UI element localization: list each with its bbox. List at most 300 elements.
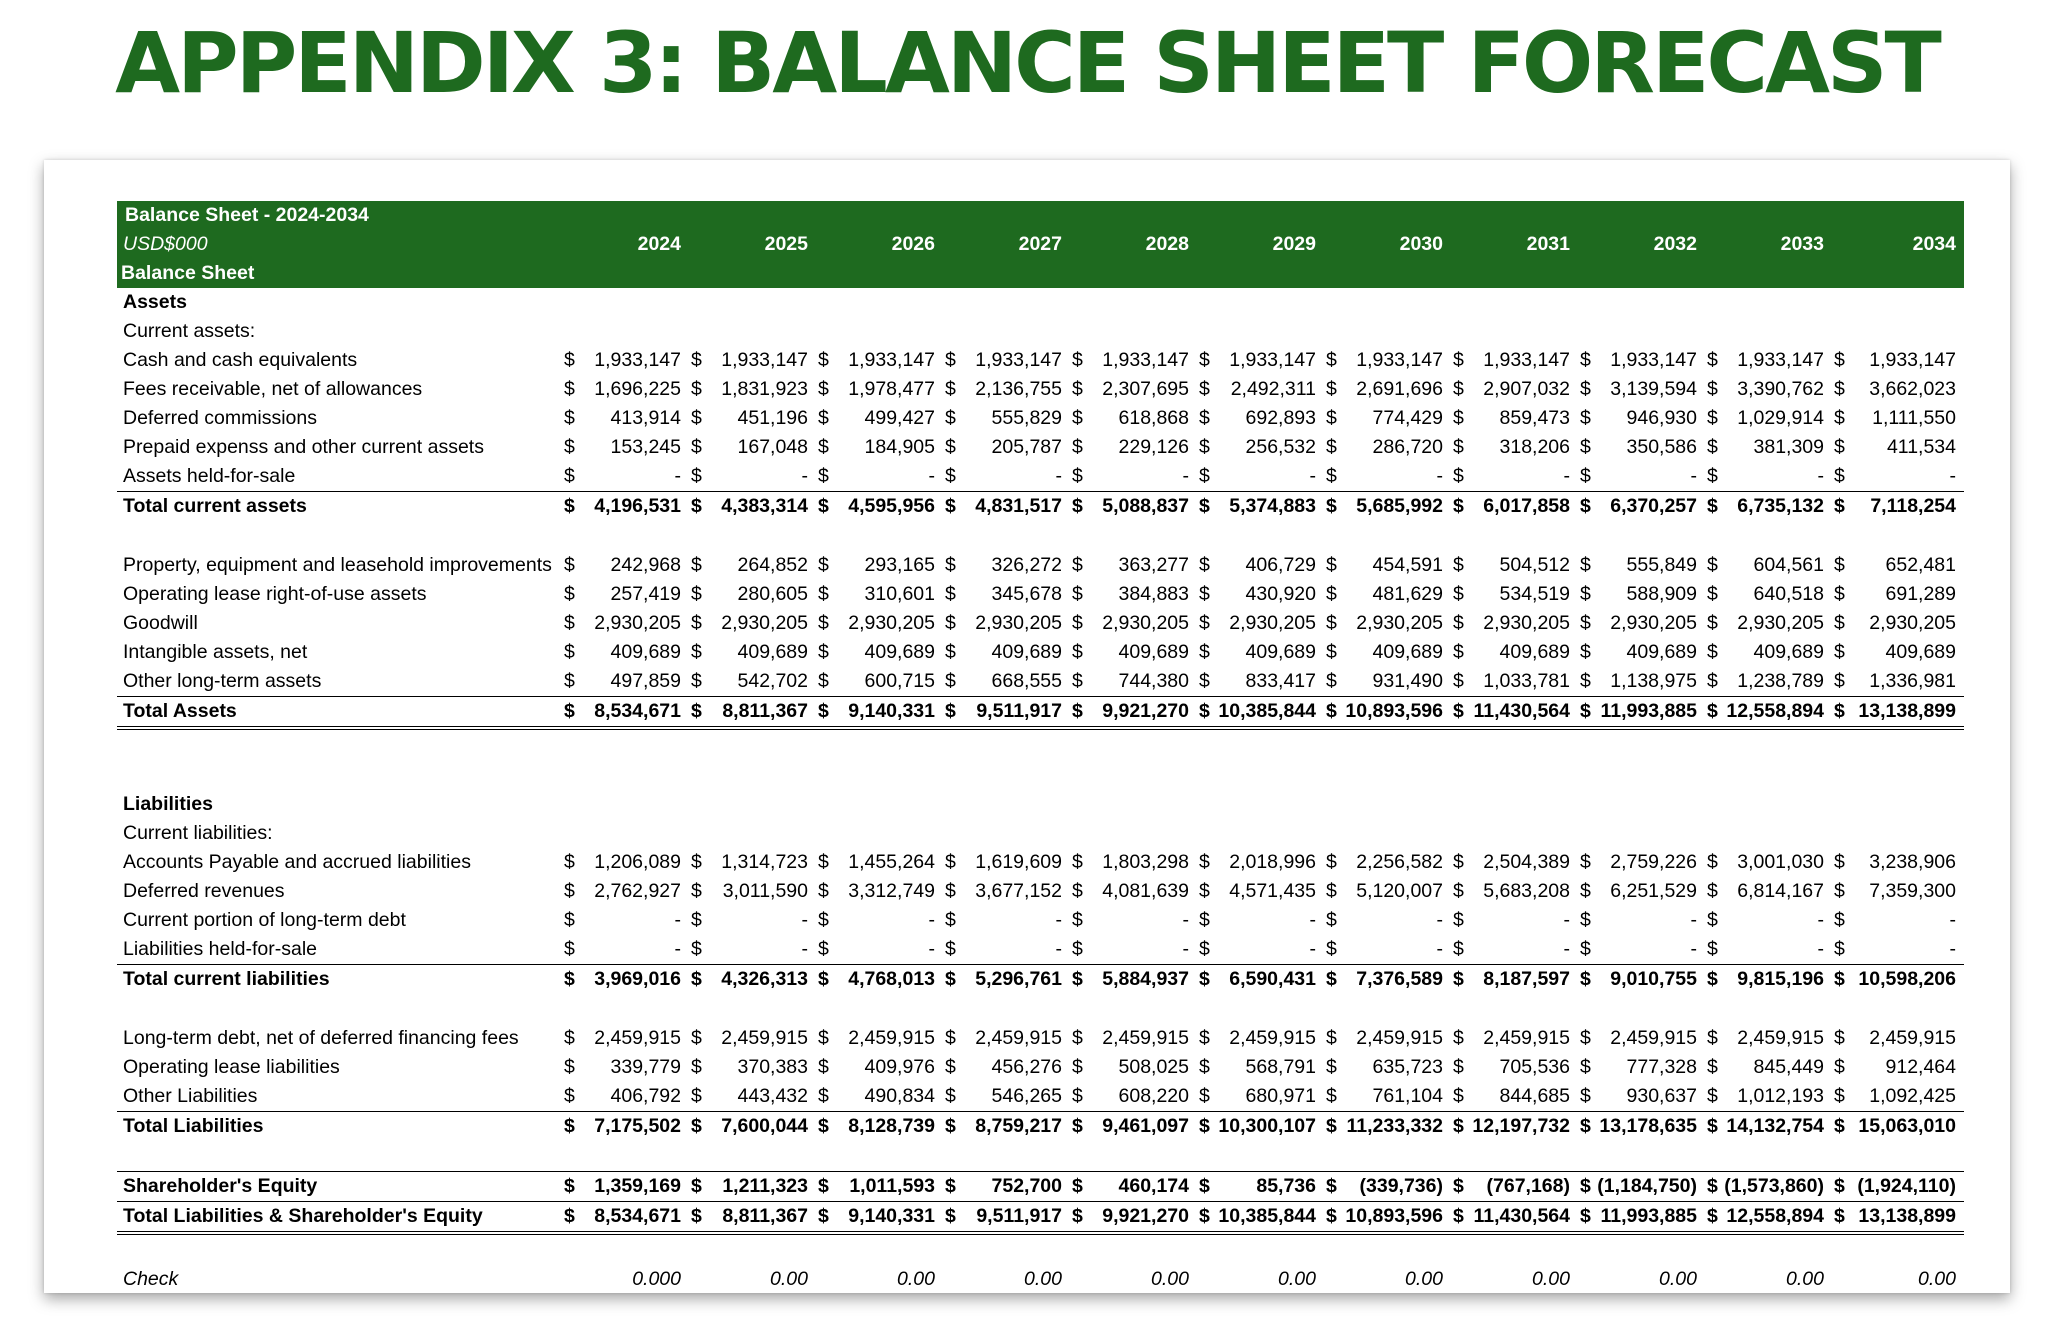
currency-symbol: $ — [818, 670, 829, 692]
currency-symbol: $ — [691, 851, 702, 873]
currency-symbol: $ — [1199, 641, 1210, 663]
value-cell — [1451, 848, 1578, 877]
empty-cell — [1324, 760, 1451, 790]
spacer-row — [117, 994, 1964, 1024]
currency-symbol: $ — [564, 1115, 575, 1137]
empty-cell — [689, 1233, 816, 1265]
empty-cell — [1197, 994, 1324, 1024]
currency-symbol: $ — [1072, 1056, 1083, 1078]
currency-symbol: $ — [1580, 436, 1591, 458]
value-cell — [943, 492, 1070, 522]
value-cell — [1832, 848, 1964, 877]
cell-value: 7,118,254 — [1870, 495, 1956, 517]
currency-symbol: $ — [1199, 968, 1210, 990]
value-cell — [1324, 965, 1451, 995]
empty-cell — [1578, 994, 1705, 1024]
value-cell — [1451, 1202, 1578, 1234]
cell-value: 430,920 — [1245, 583, 1316, 605]
value-cell — [562, 935, 689, 965]
cell-value: 3,390,762 — [1737, 378, 1824, 400]
cell-value: - — [1949, 465, 1956, 487]
currency-symbol: $ — [818, 641, 829, 663]
cell-value: 13,138,899 — [1858, 700, 1956, 722]
cell-value: - — [801, 909, 808, 931]
currency-symbol: $ — [1453, 407, 1464, 429]
row-label: Operating lease liabilities — [123, 1056, 340, 1078]
value-cell — [943, 346, 1070, 375]
currency-symbol: $ — [1072, 583, 1083, 605]
header-cell — [1070, 201, 1197, 230]
value-cell — [943, 965, 1070, 995]
header-cell — [1451, 201, 1578, 230]
check-row — [117, 1265, 1964, 1294]
cell-value: 680,971 — [1245, 1085, 1316, 1107]
empty-cell — [1832, 790, 1964, 819]
currency-symbol: $ — [1580, 641, 1591, 663]
value-cell — [1832, 346, 1964, 375]
empty-cell — [1197, 819, 1324, 848]
currency-symbol: $ — [1834, 465, 1845, 487]
cell-value: 8,128,739 — [848, 1115, 935, 1137]
currency-symbol: $ — [945, 495, 956, 517]
value-cell — [943, 1202, 1070, 1234]
check-value: 0.00 — [770, 1268, 808, 1290]
currency-symbol: $ — [1199, 436, 1210, 458]
value-cell — [1324, 462, 1451, 492]
value-cell — [1324, 1082, 1451, 1112]
value-cell — [1451, 697, 1578, 729]
value-cell — [1197, 877, 1324, 906]
currency-symbol: $ — [1326, 378, 1337, 400]
cell-value: 2,930,205 — [848, 612, 935, 634]
empty-cell — [1832, 728, 1964, 760]
spacer-row — [117, 521, 1964, 551]
currency-symbol: $ — [818, 1027, 829, 1049]
empty-cell — [1451, 1141, 1578, 1172]
empty-cell — [117, 1233, 562, 1265]
cell-value: 5,884,937 — [1102, 968, 1189, 990]
currency-symbol: $ — [1199, 938, 1210, 960]
cell-value: 555,829 — [991, 407, 1062, 429]
cell-value: 2,459,915 — [1483, 1027, 1570, 1049]
currency-symbol: $ — [1199, 465, 1210, 487]
header-cell — [1832, 259, 1964, 288]
cell-value: 6,251,529 — [1610, 880, 1697, 902]
currency-symbol: $ — [691, 1056, 702, 1078]
value-cell — [1832, 1172, 1964, 1202]
currency-symbol: $ — [691, 1205, 702, 1227]
empty-cell — [689, 521, 816, 551]
cell-value: 774,429 — [1372, 407, 1443, 429]
currency-symbol: $ — [1326, 880, 1337, 902]
currency-symbol: $ — [1453, 880, 1464, 902]
value-cell — [562, 877, 689, 906]
check-value: 0.00 — [897, 1268, 935, 1290]
empty-cell — [1324, 790, 1451, 819]
value-cell — [1197, 492, 1324, 522]
cell-value: 345,678 — [991, 583, 1062, 605]
currency-symbol: $ — [818, 612, 829, 634]
currency-symbol: $ — [1072, 1175, 1083, 1197]
value-cell — [1832, 697, 1964, 729]
row-label: Goodwill — [123, 612, 198, 634]
empty-cell — [1070, 317, 1197, 346]
currency-symbol: $ — [691, 1085, 702, 1107]
cell-value: 668,555 — [991, 670, 1062, 692]
cell-value: 153,245 — [610, 436, 681, 458]
currency-symbol: $ — [945, 1115, 956, 1137]
empty-cell — [1324, 728, 1451, 760]
currency-symbol: $ — [1707, 1056, 1718, 1078]
empty-cell — [117, 521, 562, 551]
currency-symbol: $ — [564, 612, 575, 634]
cell-value: 318,206 — [1499, 436, 1570, 458]
currency-symbol: $ — [945, 349, 956, 371]
currency-symbol: $ — [1834, 583, 1845, 605]
value-cell — [689, 433, 816, 462]
currency-symbol: $ — [1580, 851, 1591, 873]
value-cell — [1705, 1112, 1832, 1142]
cell-value: - — [1817, 465, 1824, 487]
currency-symbol: $ — [945, 700, 956, 722]
cell-value: 9,010,755 — [1610, 968, 1697, 990]
value-cell — [1578, 906, 1705, 935]
value-cell — [1451, 935, 1578, 965]
cell-value: - — [928, 465, 935, 487]
value-cell — [1197, 1172, 1324, 1202]
header-cell — [689, 201, 816, 230]
value-cell — [1705, 375, 1832, 404]
empty-cell — [1578, 790, 1705, 819]
currency-symbol: $ — [1072, 700, 1083, 722]
value-cell — [562, 1024, 689, 1053]
currency-symbol: $ — [1580, 880, 1591, 902]
currency-symbol: $ — [564, 968, 575, 990]
cell-value: 4,326,313 — [721, 968, 808, 990]
cell-value: 1,359,169 — [594, 1175, 681, 1197]
value-cell — [1070, 433, 1197, 462]
currency-symbol: $ — [1580, 349, 1591, 371]
value-cell — [816, 492, 943, 522]
currency-symbol: $ — [1707, 938, 1718, 960]
row-label: Accounts Payable and accrued liabilities — [123, 851, 471, 873]
value-cell — [1451, 580, 1578, 609]
current-asset-row — [117, 462, 1964, 492]
cell-value: - — [1817, 938, 1824, 960]
value-cell — [1324, 697, 1451, 729]
empty-cell — [816, 1141, 943, 1172]
value-cell — [1578, 1082, 1705, 1112]
currency-symbol: $ — [818, 583, 829, 605]
empty-cell — [943, 1141, 1070, 1172]
value-cell — [689, 1053, 816, 1082]
value-cell — [1070, 551, 1197, 580]
currency-symbol: $ — [1326, 1056, 1337, 1078]
value-cell — [1705, 404, 1832, 433]
value-cell — [1451, 877, 1578, 906]
row-label: Total current liabilities — [117, 965, 562, 995]
cell-value: 8,759,217 — [975, 1115, 1062, 1137]
currency-symbol: $ — [691, 378, 702, 400]
currency-symbol: $ — [1580, 1027, 1591, 1049]
cell-value: 257,419 — [610, 583, 681, 605]
currency-symbol: $ — [1453, 554, 1464, 576]
row-label: Operating lease right-of-use assets — [123, 583, 427, 605]
currency-symbol: $ — [818, 1115, 829, 1137]
cell-value: 845,449 — [1753, 1056, 1824, 1078]
empty-cell — [1324, 521, 1451, 551]
currency-symbol: $ — [1072, 554, 1083, 576]
value-cell — [689, 404, 816, 433]
value-cell — [943, 848, 1070, 877]
empty-cell — [816, 760, 943, 790]
cell-value: 2,691,696 — [1356, 378, 1443, 400]
currency-symbol: $ — [564, 880, 575, 902]
empty-cell — [816, 317, 943, 346]
check-value: 0.00 — [1532, 1268, 1570, 1290]
currency-symbol: $ — [691, 1115, 702, 1137]
cell-value: 3,238,906 — [1869, 851, 1956, 873]
cell-value: 2,459,915 — [1102, 1027, 1189, 1049]
value-cell — [1705, 433, 1832, 462]
value-cell — [1832, 935, 1964, 965]
cell-value: 705,536 — [1499, 1056, 1570, 1078]
value-cell — [1705, 848, 1832, 877]
currency-symbol: $ — [1580, 554, 1591, 576]
value-cell — [1832, 1202, 1964, 1234]
value-cell — [1705, 1172, 1832, 1202]
currency-symbol: $ — [1580, 378, 1591, 400]
value-cell — [562, 433, 689, 462]
value-cell — [1324, 609, 1451, 638]
cell-value: 6,370,257 — [1610, 495, 1697, 517]
value-cell — [689, 667, 816, 697]
row-label: Long-term debt, net of deferred financing fees — [123, 1027, 519, 1049]
currency-symbol: $ — [945, 1085, 956, 1107]
empty-cell — [1705, 728, 1832, 760]
value-cell — [1832, 1053, 1964, 1082]
cell-value: 13,138,899 — [1858, 1205, 1956, 1227]
currency-symbol: $ — [1453, 612, 1464, 634]
value-cell — [1705, 1082, 1832, 1112]
currency-symbol: $ — [1199, 612, 1210, 634]
currency-symbol: $ — [1072, 670, 1083, 692]
cell-value: 205,787 — [991, 436, 1062, 458]
cell-value: 2,930,205 — [1102, 612, 1189, 634]
empty-cell — [562, 819, 689, 848]
cell-value: (1,573,860) — [1724, 1175, 1824, 1197]
value-cell — [1324, 404, 1451, 433]
currency-symbol: $ — [1326, 612, 1337, 634]
cell-value: 2,307,695 — [1102, 378, 1189, 400]
currency-symbol: $ — [1834, 641, 1845, 663]
cell-value: 1,012,193 — [1737, 1085, 1824, 1107]
empty-cell — [562, 288, 689, 317]
value-cell — [1451, 1112, 1578, 1142]
value-cell — [1324, 935, 1451, 965]
cell-value: 9,461,097 — [1102, 1115, 1189, 1137]
currency-symbol: $ — [1453, 1205, 1464, 1227]
cell-value: 4,081,639 — [1102, 880, 1189, 902]
currency-symbol: $ — [945, 851, 956, 873]
cell-value: 280,605 — [737, 583, 808, 605]
currency-symbol: $ — [1707, 968, 1718, 990]
value-cell — [816, 346, 943, 375]
cell-value: (1,924,110) — [1857, 1175, 1956, 1197]
check-value: 0.000 — [632, 1268, 681, 1290]
empty-cell — [1578, 819, 1705, 848]
cell-value: 777,328 — [1626, 1056, 1697, 1078]
cell-value: 409,689 — [1753, 641, 1824, 663]
currency-symbol: $ — [1834, 851, 1845, 873]
currency-symbol: $ — [1326, 968, 1337, 990]
empty-cell — [1070, 819, 1197, 848]
value-cell — [1832, 1082, 1964, 1112]
empty-cell — [816, 728, 943, 760]
value-cell — [1705, 551, 1832, 580]
cell-value: - — [674, 909, 681, 931]
currency-symbol: $ — [564, 641, 575, 663]
currency-symbol: $ — [818, 436, 829, 458]
empty-cell — [1451, 760, 1578, 790]
value-cell — [816, 375, 943, 404]
cell-value: 242,968 — [610, 554, 681, 576]
row-label: Prepaid expenss and other current assets — [123, 436, 484, 458]
cell-value: 409,976 — [864, 1056, 935, 1078]
currency-symbol: $ — [691, 1027, 702, 1049]
empty-cell — [1197, 317, 1324, 346]
currency-symbol: $ — [564, 495, 575, 517]
value-cell — [1070, 1112, 1197, 1142]
value-cell — [1832, 877, 1964, 906]
value-cell — [1578, 492, 1705, 522]
currency-symbol: $ — [564, 378, 575, 400]
current-liabilities-heading — [117, 819, 1964, 848]
cell-value: 1,933,147 — [1869, 349, 1956, 371]
section-heading: Liabilities — [123, 793, 213, 815]
cell-value: - — [674, 938, 681, 960]
header-cell — [689, 259, 816, 288]
cell-value: 409,689 — [1372, 641, 1443, 663]
value-cell — [689, 877, 816, 906]
cell-value: 1,011,593 — [849, 1175, 935, 1197]
cell-value: 2,018,996 — [1229, 851, 1316, 873]
current-asset-row — [117, 346, 1964, 375]
cell-value: 8,534,671 — [594, 700, 681, 722]
value-cell — [1578, 848, 1705, 877]
cell-value: 859,473 — [1499, 407, 1570, 429]
empty-cell — [943, 317, 1070, 346]
currency-symbol: $ — [1580, 1056, 1591, 1078]
cell-value: - — [801, 938, 808, 960]
currency-symbol: $ — [691, 583, 702, 605]
currency-symbol: $ — [945, 465, 956, 487]
cell-value: 184,905 — [864, 436, 935, 458]
cell-value: 6,735,132 — [1737, 495, 1824, 517]
cell-value: 256,532 — [1245, 436, 1316, 458]
currency-symbol: $ — [945, 1056, 956, 1078]
cell-value: - — [1309, 465, 1316, 487]
currency-symbol: $ — [1707, 670, 1718, 692]
cell-value: 10,598,206 — [1858, 968, 1956, 990]
empty-cell — [562, 317, 689, 346]
currency-symbol: $ — [1580, 583, 1591, 605]
year-header: 2034 — [1832, 230, 1964, 259]
currency-symbol: $ — [818, 880, 829, 902]
value-cell — [1197, 375, 1324, 404]
cell-value: - — [1182, 465, 1189, 487]
currency-symbol: $ — [1834, 700, 1845, 722]
total-liabilities-row — [117, 1112, 1964, 1142]
value-cell — [816, 1053, 943, 1082]
currency-symbol: $ — [1326, 700, 1337, 722]
cell-value: - — [1563, 909, 1570, 931]
header-cell — [1578, 259, 1705, 288]
value-cell — [689, 1112, 816, 1142]
cell-value: 2,930,205 — [721, 612, 808, 634]
cell-value: 504,512 — [1499, 554, 1570, 576]
header-cell — [816, 201, 943, 230]
currency-symbol: $ — [564, 670, 575, 692]
value-cell — [1832, 609, 1964, 638]
currency-symbol: $ — [1834, 670, 1845, 692]
cell-value: - — [1055, 465, 1062, 487]
current-assets-heading — [117, 317, 1964, 346]
value-cell — [1197, 935, 1324, 965]
value-cell — [943, 609, 1070, 638]
currency-symbol: $ — [945, 1027, 956, 1049]
empty-cell — [816, 819, 943, 848]
value-cell — [689, 697, 816, 729]
cell-value: - — [1182, 938, 1189, 960]
value-cell — [1070, 1053, 1197, 1082]
cell-value: 1,978,477 — [848, 378, 935, 400]
empty-cell — [1578, 1141, 1705, 1172]
cell-value: 14,132,754 — [1726, 1115, 1824, 1137]
empty-cell — [1705, 994, 1832, 1024]
empty-cell — [689, 317, 816, 346]
value-cell — [1705, 462, 1832, 492]
currency-symbol: $ — [945, 968, 956, 990]
value-cell — [562, 375, 689, 404]
currency-symbol: $ — [818, 465, 829, 487]
value-cell — [1832, 965, 1964, 995]
cell-value: 1,211,323 — [722, 1175, 808, 1197]
cell-value: 1,933,147 — [1102, 349, 1189, 371]
row-label: Total Liabilities — [117, 1112, 562, 1142]
cell-value: 1,933,147 — [848, 349, 935, 371]
currency-symbol: $ — [1580, 968, 1591, 990]
value-cell — [1451, 667, 1578, 697]
currency-symbol: $ — [1199, 495, 1210, 517]
currency-symbol: $ — [691, 554, 702, 576]
currency-symbol: $ — [1326, 670, 1337, 692]
currency-symbol: $ — [1707, 378, 1718, 400]
empty-cell — [1451, 819, 1578, 848]
value-cell — [1578, 580, 1705, 609]
empty-cell — [562, 728, 689, 760]
value-cell — [1070, 462, 1197, 492]
value-cell — [943, 906, 1070, 935]
cell-value: 752,700 — [991, 1175, 1062, 1197]
value-cell — [562, 965, 689, 995]
empty-cell — [1324, 819, 1451, 848]
value-cell — [1197, 1024, 1324, 1053]
cell-value: 443,432 — [737, 1085, 808, 1107]
currency-symbol: $ — [1580, 407, 1591, 429]
header-cell — [562, 201, 689, 230]
cell-value: 2,459,915 — [1229, 1027, 1316, 1049]
